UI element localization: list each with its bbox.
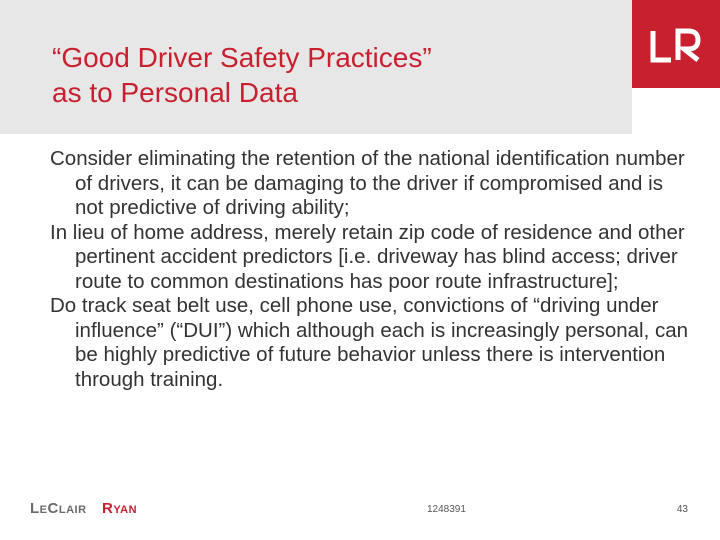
slide-title [52, 40, 612, 110]
slide-title-line-1: “Good Driver Safety Practices” [52, 42, 432, 73]
bullet-item: Consider eliminating the retention of the national identification number of drivers, it can be damaging to the driver if compromised and is not predictive of driving ability; [50, 147, 685, 219]
svg-text:LECLAIR: LECLAIR [30, 500, 87, 517]
bullet-item: In lieu of home address, merely retain zip code of residence and other pertinent accident predictors [i.e. driveway has blind access; driver route to common destinations has poor route infrastructure]; [50, 220, 685, 293]
bullet-list [50, 147, 690, 392]
document-reference: 1248391 [427, 504, 466, 515]
bullet-item: Do track seat belt use, cell phone use, convictions of “driving under influence” (“DUI”) which although each is increasingly personal, can be highly predictive of future behavior unless there is intervention through training. [50, 294, 689, 391]
slide-title-line-2: as to Personal Data [52, 77, 298, 108]
svg-text:RYAN: RYAN [102, 500, 138, 517]
page-number: 43 [676, 504, 688, 515]
lr-logo-badge [632, 0, 720, 88]
lr-monogram-icon [632, 0, 720, 88]
leclairryan-logo [30, 496, 170, 518]
